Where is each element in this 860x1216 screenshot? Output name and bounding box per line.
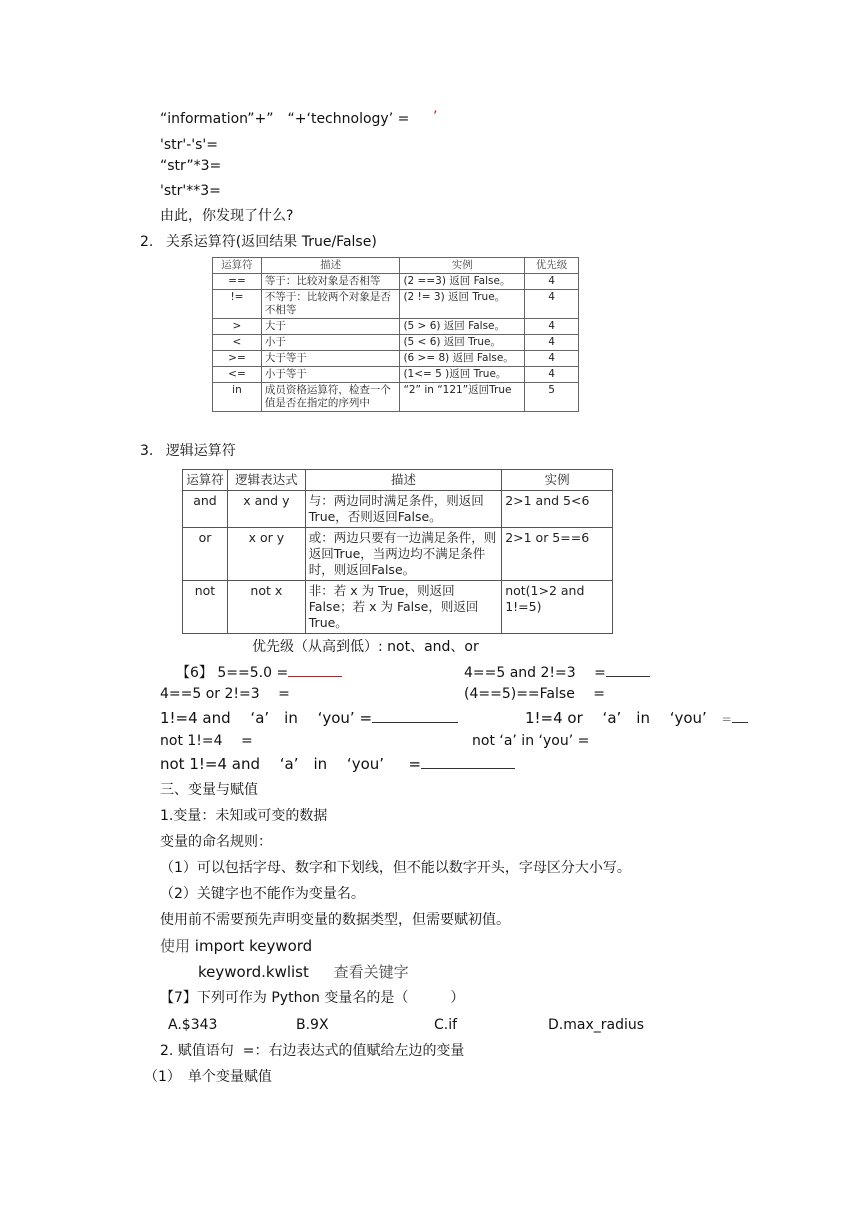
section-heading-variables: 三、变量与赋值 [160, 782, 258, 798]
table-cell: (1<= 5 )返回 True。 [400, 367, 525, 383]
table-cell: != [213, 290, 262, 319]
table-row [213, 335, 579, 351]
exercise-6-i [160, 755, 515, 773]
table-cell: 小于等于 [261, 367, 400, 383]
table-cell: == [213, 274, 262, 290]
table-header-cell: 运算符 [213, 258, 262, 274]
exercise-6-f [525, 709, 748, 728]
assignment-heading: 2. 赋值语句 =：右边表达式的值赋给左边的变量 [160, 1043, 465, 1059]
table-row [213, 290, 579, 319]
table-row [183, 491, 613, 528]
table-row [183, 581, 613, 634]
priority-line: 优先级（从高到低）: not、and、or [252, 639, 479, 655]
kwlist-code: keyword.kwlist [198, 963, 309, 981]
exercise-6-d: (4==5)==False = [464, 686, 605, 702]
table-cell: 2>1 or 5==6 [502, 528, 613, 581]
table-cell: or [183, 528, 228, 581]
table-cell: 4 [525, 319, 579, 335]
relational-operators-table [212, 257, 579, 412]
table-header-cell: 运算符 [183, 470, 228, 491]
table-header-cell: 实例 [502, 470, 613, 491]
table-row [213, 274, 579, 290]
table-cell: 4 [525, 290, 579, 319]
table-cell: > [213, 319, 262, 335]
table-cell: 4 [525, 367, 579, 383]
table-cell: 4 [525, 351, 579, 367]
table-header-row [183, 470, 613, 491]
table-cell: 或：两边只要有一边满足条件，则返回True，当两边均不满足条件时，则返回False。 [305, 528, 501, 581]
question-line: 由此，你发现了什么? [160, 208, 294, 224]
logical-operators-table [182, 469, 613, 634]
naming-rule-2: （2）关键字也不能作为变量名。 [160, 886, 365, 902]
table-cell: < [213, 335, 262, 351]
table-cell: >= [213, 351, 262, 367]
single-assignment-heading: （1） 单个变量赋值 [144, 1069, 272, 1085]
import-line [160, 937, 312, 955]
exercise-text: not 1!=4 and ‘a’ in ‘you’ = [160, 755, 422, 773]
kwlist-line [198, 963, 409, 981]
table-cell: 4 [525, 274, 579, 290]
exercise-6-g: not 1!=4 = [160, 733, 253, 749]
answer-blank[interactable] [732, 710, 748, 723]
variable-definition: 1.变量：未知或可变的数据 [160, 808, 328, 824]
table-header-row [213, 258, 579, 274]
section-heading-logical [140, 442, 236, 460]
table-header-cell: 实例 [400, 258, 525, 274]
kwlist-note: 查看关键字 [333, 963, 409, 981]
table-row [213, 319, 579, 335]
table-cell: 与：两边同时满足条件，则返回 True，否则返回False。 [305, 491, 501, 528]
table-cell: 小于 [261, 335, 400, 351]
exercise-6-e [160, 709, 458, 727]
table-cell: (5 > 6) 返回 False。 [400, 319, 525, 335]
naming-rules-heading: 变量的命名规则： [160, 834, 272, 850]
string-concat-line [160, 110, 409, 128]
table-cell: (2 != 3) 返回 True。 [400, 290, 525, 319]
table-cell: 大于等于 [261, 351, 400, 367]
section-number: 3. [140, 443, 154, 459]
table-cell: 成员资格运算符，检查一个值是否在指定的序列中 [261, 383, 400, 412]
table-cell: 不等于：比较两个对象是否不相等 [261, 290, 400, 319]
table-header-cell: 逻辑表达式 [227, 470, 305, 491]
exercise-6-b [464, 664, 650, 682]
table-header-cell: 优先级 [525, 258, 579, 274]
table-cell: x or y [227, 528, 305, 581]
red-mark: ’ [433, 109, 438, 125]
table-header-cell: 描述 [305, 470, 501, 491]
table-cell: (5 < 6) 返回 True。 [400, 335, 525, 351]
answer-blank[interactable] [606, 664, 650, 677]
table-cell: not x [227, 581, 305, 634]
exercise-7-question: 【7】下列可作为 Python 变量名的是（ ） [160, 990, 465, 1006]
import-code: import keyword [190, 937, 313, 955]
exercise-6-c: 4==5 or 2!=3 = [160, 686, 290, 702]
answer-blank[interactable] [288, 664, 342, 677]
table-cell: and [183, 491, 228, 528]
table-row [213, 367, 579, 383]
table-header-cell: 描述 [261, 258, 400, 274]
table-row [213, 383, 579, 412]
table-cell: 等于：比较对象是否相等 [261, 274, 400, 290]
table-cell: not [183, 581, 228, 634]
option-a[interactable]: A.$343 [168, 1017, 218, 1033]
table-cell: not(1>2 and 1!=5) [502, 581, 613, 634]
table-cell: x and y [227, 491, 305, 528]
section-number: 2. [140, 234, 154, 250]
declaration-note: 使用前不需要预先声明变量的数据类型，但需要赋初值。 [160, 912, 510, 928]
table-cell: (2 ==3) 返回 False。 [400, 274, 525, 290]
option-d[interactable]: D.max_radius [548, 1017, 645, 1033]
table-cell: <= [213, 367, 262, 383]
import-prefix: 使用 [160, 937, 191, 955]
table-row [183, 528, 613, 581]
section-title: 关系运算符(返回结果 True/False) [165, 234, 377, 250]
answer-blank[interactable] [372, 710, 458, 723]
exercise-text: 【6】 5==5.0 = [176, 665, 289, 681]
table-cell: 2>1 and 5<6 [502, 491, 613, 528]
exercise-text: 1!=4 and ‘a’ in ‘you’ = [160, 709, 373, 727]
answer-blank[interactable] [421, 756, 515, 769]
section-title: 逻辑运算符 [165, 443, 236, 459]
exercise-text: 1!=4 or ‘a’ in ‘you’ [525, 709, 707, 727]
table-cell: 4 [525, 335, 579, 351]
section-heading-relational [140, 233, 377, 251]
string-minus-line: 'str'-'s'= [160, 137, 219, 153]
string-concat-text: “information”+” “+‘technology’ = [160, 111, 410, 127]
table-cell: in [213, 383, 262, 412]
table-cell: 非：若 x 为 True，则返回 False；若 x 为 False，则返回 True。 [305, 581, 501, 634]
table-cell: “2” in “121”返回True [400, 383, 525, 412]
option-c[interactable]: C.if [434, 1017, 458, 1033]
table-row [213, 351, 579, 367]
exercise-text: 4==5 and 2!=3 = [464, 665, 606, 681]
equals-sign: = [721, 712, 732, 726]
exercise-6-a [176, 664, 342, 682]
table-cell: 5 [525, 383, 579, 412]
string-multiply-line: “str”*3= [160, 158, 222, 174]
exercise-6-h: not ‘a’ in ‘you’ = [472, 733, 590, 749]
option-b[interactable]: B.9X [296, 1017, 329, 1033]
table-cell: (6 >= 8) 返回 False。 [400, 351, 525, 367]
string-power-line: 'str'**3= [160, 183, 221, 199]
table-cell: 大于 [261, 319, 400, 335]
naming-rule-1: （1）可以包括字母、数字和下划线，但不能以数字开头，字母区分大小写。 [160, 860, 631, 876]
